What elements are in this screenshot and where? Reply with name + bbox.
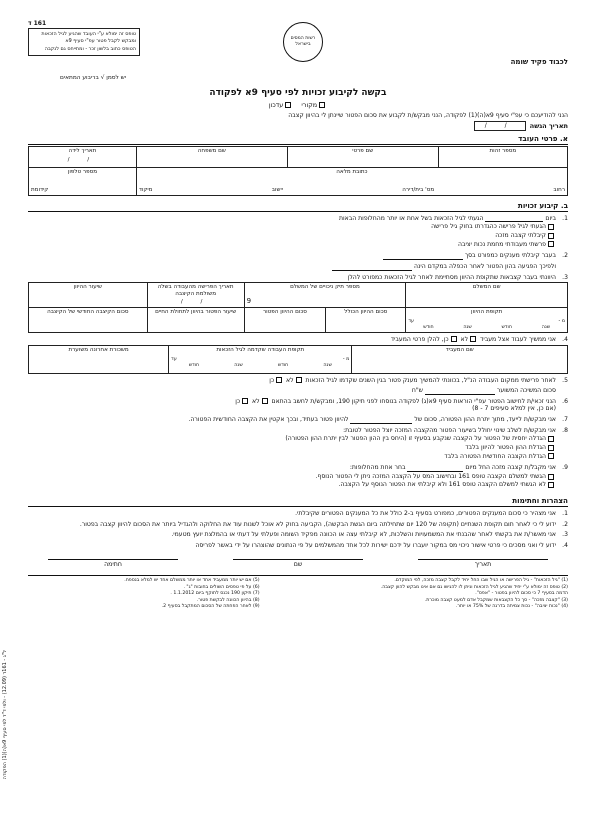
clause-1-opt-c-label: פרשתי מעבודתי מחמת נכות יציבה — [458, 240, 546, 248]
employer-table — [28, 345, 568, 374]
annuity-rate-label: שיעור ההיוון — [73, 284, 102, 291]
clause-5-yes-checkbox[interactable] — [276, 377, 282, 383]
declaration-1 — [28, 510, 568, 518]
clause-6-no-checkbox[interactable] — [262, 398, 268, 404]
clause-9-text2: בחר אחת מהחלופות: — [349, 464, 406, 472]
clause-8-text: אני מבקש/ת לשלב שינוי יחולל בשיעור הפטור מהקצבה המזכה יוצל הפטור לטובת: — [343, 426, 556, 434]
clause-8 — [28, 427, 568, 461]
clause-3-text: היוונתי בעבר קצבאות שתקופת ההיוון מסתיימת לאחר לגיל הזכאות כמפורט להלן — [347, 273, 556, 281]
clause-8-opt-b-checkbox[interactable] — [548, 445, 554, 451]
annuity-exempt-label: סכום ההיוון הפטור — [262, 309, 307, 316]
declarations-title: הצהרות וחתימות — [28, 496, 568, 507]
first-name-label: שם פרטי — [352, 147, 374, 154]
clause-9-text: אני מקבל/ת קצבה מזכה החל מיום — [465, 464, 556, 472]
version-options — [28, 101, 568, 109]
declaration-3 — [28, 531, 568, 539]
section-a-title: א. פרטי העובד — [28, 134, 568, 145]
clause-9-opt-a-checkbox[interactable] — [548, 474, 554, 480]
emp-month-2: חודש — [188, 362, 200, 368]
birthdate-field[interactable] — [29, 146, 137, 167]
annuity-total-label: סכום ההיוון הכולל — [344, 309, 388, 316]
section-b-title: ב. קיבוע זכויות — [28, 201, 568, 212]
clause-8-opt-b-label: הגדלת ההון הפטור להיוון בלבד — [465, 443, 546, 451]
clause-6-num: 6. — [562, 397, 568, 405]
clause-8-num: 8. — [562, 426, 568, 434]
clause-2-amount-field[interactable] — [383, 259, 463, 260]
address-field[interactable] — [136, 167, 567, 195]
clause-1-date-field[interactable] — [485, 221, 543, 222]
declaration-4-text: ידוע לי ואני מסכים כי פרטי אישור ניכוי מס במקור יועברו על ידכם ישירות לכל אחד מהמשלמים על פי הנתונים שהוצהרו על ידי באשר לפריסה — [195, 541, 556, 549]
opt-original-checkbox[interactable] — [319, 102, 325, 108]
header-note-3: הטופס כתוב בלשון זכר - ומתייחס גם לנקבה — [44, 46, 136, 53]
employer-salary-cell[interactable] — [29, 345, 169, 373]
footnotes-right — [266, 578, 568, 611]
clause-4 — [28, 336, 568, 344]
clause-9-opt-b-label: לא הגשתי למשלם הקצבה טופס 161 ולא קיבלתי את הפטור הנוסף על הקצבה. — [338, 481, 546, 489]
footnote-8: (8) בהיוון הכוונה לבקשת פטור. — [196, 597, 260, 603]
clause-4-no-checkbox[interactable] — [470, 336, 476, 342]
sign-date-label: תאריך — [474, 561, 492, 569]
emp-period-to: עד — [171, 356, 177, 362]
clause-3-num: 3. — [562, 273, 568, 281]
clause-2-amount2-field[interactable] — [332, 270, 412, 271]
house-label: מס' בית/דירה — [402, 186, 435, 193]
date-field[interactable]: / / — [474, 121, 526, 131]
annuity-monthly-label: סכום הקיצבה החודשי של הקיצבה — [47, 309, 129, 316]
form-number: 161 ד — [28, 20, 47, 27]
clause-9-opt-b[interactable] — [28, 481, 556, 489]
clause-7-amount-field[interactable] — [350, 423, 412, 424]
intro-row — [28, 112, 568, 120]
employer-period-cell[interactable] — [169, 345, 352, 373]
clause-1-opt-a[interactable] — [28, 223, 556, 231]
clause-7-text2: להיוון פטור בעתיד, ובכך אקטין את הקצבה החודשית הפטורה. — [188, 416, 349, 424]
street-label: רחוב — [553, 186, 565, 193]
clause-5 — [28, 377, 568, 395]
sign-date[interactable] — [418, 559, 548, 569]
period-year-2: שנה — [463, 325, 472, 331]
period-to-label: עד — [408, 319, 414, 325]
footnote-6: (6) על פי טפסים השולים בחובות "ג" . — [183, 584, 260, 590]
date-row — [28, 121, 568, 131]
address-subfields — [139, 187, 565, 194]
clause-5-text: לאחר פרישתי ממקום העבודה הנ"ל, בכוונתי להמשיך מענק פטור בגין השנים שקדמו לגיל הזכאות — [305, 376, 556, 384]
clause-9-date-field[interactable] — [407, 471, 463, 472]
clause-7-text: אני מבקש/ת לייעד, מתוך יתרת ההון הפטורה, סכום של — [414, 416, 556, 424]
clause-1-opt-b-label: קיבלתי קצבה מזכה — [495, 232, 546, 240]
birthdate-label: תאריך לידה — [68, 147, 97, 154]
logo-text: רשות המסים בישראל — [290, 36, 316, 47]
sign-signature-label: חתימה — [104, 561, 122, 569]
declaration-2 — [28, 521, 568, 529]
annuity-exempt-rate-cell[interactable] — [147, 308, 244, 333]
logo — [283, 22, 323, 62]
annuity-period-cell[interactable] — [406, 308, 568, 333]
footnote-5: (5) אם יש יותר ממעביד אחד או יותר ממשלם אחד יש למלא בנספח. — [124, 578, 260, 584]
clause-7-num: 7. — [562, 416, 568, 424]
clause-8-opt-c[interactable] — [28, 453, 556, 461]
clause-6 — [28, 398, 568, 413]
clause-8-opt-b[interactable] — [28, 444, 556, 452]
check-note: יש לסמן √ בריבוע המתאים — [60, 75, 127, 81]
phone-field[interactable] — [29, 167, 137, 195]
declaration-1-num: 1. — [562, 509, 568, 517]
declaration-4 — [28, 542, 568, 550]
footnote-1: (1) "גיל הזכאות" - גיל הפרישה או הגיל שבו החל יחיד לקבל קצבה מזכה, לפי המוקדם. — [394, 578, 568, 584]
clause-5-unit: ש"ח — [411, 387, 423, 395]
page-title-to: לכבוד פקיד שומה — [510, 58, 568, 66]
employer-period-units — [171, 363, 349, 369]
clause-8-opt-c-label: הגדלת הקצבה החודשית הפטורה בלבד — [444, 452, 546, 460]
emp-month-1: חודש — [277, 362, 289, 368]
footnote-9: (9) לאחר הפחתה של הסכום המתקבל בסעיף 2. — [161, 604, 260, 610]
footnotes — [28, 575, 568, 611]
clause-2-text2: ולפיכך הפגיעה בהון הפטור לאחר הכפלה במקדם הינה — [414, 262, 556, 270]
employer-period-label: תקופת העבודה שקדמה לגיל הזכאות — [216, 346, 305, 353]
phone-label: מספר טלפון — [67, 168, 98, 175]
side-code: ל"ג - 161ד (12.09) - ולפי ד"ד לפי סעיף 9א(ה)(1) הפקודה — [2, 650, 8, 780]
zip-label: מיקוד — [138, 186, 153, 193]
clause-6-yes-checkbox[interactable] — [242, 398, 248, 404]
annuity-total-cell[interactable] — [326, 308, 406, 333]
clause-1-day: ביום — [545, 214, 556, 222]
form-page — [28, 20, 568, 824]
header-note-box — [28, 28, 140, 56]
sign-signature[interactable] — [48, 559, 178, 569]
clause-1 — [28, 215, 568, 249]
intro-text: הנני להודיעכם כי עפ"י סעיף 9א(ה)(1) לפקודה, הנני מבקש/ת לקבוע את סכום הפטור שיינתן לי בהיוון קצבה — [288, 112, 568, 120]
clause-5-no-label: לא — [286, 376, 294, 384]
emp-year-2: שנה — [234, 362, 243, 368]
last-name-field[interactable] — [136, 146, 287, 167]
footnote-3: (3) "קצבה מזכה" - סך כל הקצבאות שמקבל אדם למעט קצבה מוכרת. — [424, 597, 568, 603]
clause-1-opt-b[interactable] — [28, 232, 556, 240]
section-a-table — [28, 146, 568, 196]
clause-5-amount-field[interactable] — [425, 394, 495, 395]
clause-7 — [28, 416, 568, 424]
opt-update-label: עדכון — [268, 101, 284, 110]
sign-name-label: שם — [293, 561, 303, 569]
declaration-2-text: ידוע לי כי לאחר תום תקופת השנתיים (תקופה של 120 יום שתחילתה ביום הגשת הבקשה), הקביעה בחוק לא אוכל לשנות עוד את החלוקה ולהגדיל ביותר את הסכום להיוון קצבה בפטור. — [79, 520, 556, 528]
clause-2 — [28, 252, 568, 270]
employer-salary-label: משכורת אחרונה משוערת — [68, 346, 129, 353]
clause-1-num: 1. — [562, 214, 568, 222]
declaration-4-num: 4. — [562, 541, 568, 549]
clause-2-text: בעבר קיבלתי מענקים כמפורט בסך — [464, 252, 556, 260]
annuity-payer-label: שם המשלם — [472, 284, 501, 291]
clause-5-no-checkbox[interactable] — [296, 377, 302, 383]
clause-9 — [28, 464, 568, 490]
area-code-label: קידומת — [31, 186, 49, 193]
declaration-1-text: אני מצהיר כי סכום המענקים הפטורים, כמפורט בסעיף ב-2 כולל את כל המענקים הפטורים שקיבלתי. — [295, 509, 556, 517]
footnote-2b: הדמה בסעיף 7 כי סכום להיוון בפטור - "אפס". — [475, 591, 568, 597]
emp-period-from: מ - — [342, 356, 350, 362]
clause-4-no-label: לא — [460, 336, 469, 344]
signature-row — [28, 559, 568, 569]
id-label: מספר זהות — [489, 147, 517, 154]
declarations-list — [28, 510, 568, 549]
clause-8-opt-a[interactable] — [28, 435, 556, 443]
clause-2-num: 2. — [562, 252, 568, 260]
annuity-payer-cell[interactable] — [406, 283, 568, 308]
annuity-exempt-rate-label: שיעור הפטור בהיוון לתחולת החיים — [155, 309, 237, 316]
clause-8-opt-c-checkbox[interactable] — [548, 453, 554, 459]
clause-1-text: הגעתי לגיל הזכאות — [434, 214, 484, 222]
clause-5-num: 5. — [562, 376, 568, 384]
sign-name[interactable] — [233, 559, 363, 569]
date-label: תאריך הגשה — [529, 121, 568, 130]
clause-4-yes-checkbox[interactable] — [451, 336, 457, 342]
first-name-field[interactable] — [287, 146, 438, 167]
clause-6-yes-label: כן — [235, 397, 241, 405]
declaration-3-text: אני מאשר/ת את בקשתי לאחר שהבנתי את המשמעויות והשלכות, לא קיבלתי עצה או הכוונה מפקיד השומה ופעלתי על דעתי או בהמלצת יועץ מטעמי. — [171, 531, 556, 539]
clause-6-note: (אם כן, אין למלא סעיפים 7 - 8) — [472, 405, 556, 413]
employer-name-label: שם המעביד — [445, 346, 474, 353]
footnotes-left — [28, 578, 266, 611]
clause-8-opt-a-checkbox[interactable] — [548, 436, 554, 442]
clause-9-opt-b-checkbox[interactable] — [548, 482, 554, 488]
annuity-retire-label: תאריך הפרישה מהעבודה בשלה משולמת הקיצבה — [157, 284, 234, 298]
annuity-file-prefix: 9 — [246, 297, 252, 306]
clause-1-opt-c[interactable] — [28, 241, 556, 249]
employer-name-cell[interactable] — [352, 345, 568, 373]
clause-1-opt-a-checkbox[interactable] — [548, 224, 554, 230]
city-label: יישוב — [271, 186, 283, 193]
annuity-monthly-cell[interactable] — [29, 308, 148, 333]
clause-1-opt-b-checkbox[interactable] — [548, 233, 554, 239]
header-note-1: טופס זה ימולא ע"י העובד שהגיע לגיל הזכאות — [41, 31, 136, 37]
last-name-label: שם משפחה — [197, 147, 226, 154]
annuity-file-label: מספר תיק ניכויים של המשלם — [290, 284, 360, 291]
header — [28, 20, 568, 86]
period-from-label: מ - — [558, 319, 565, 325]
emp-year-1: שנה — [323, 362, 332, 368]
form-title: בקשה לקיבוע זכויות לפי סעיף 9א לפקודה — [209, 88, 387, 98]
annuity-file-cell[interactable] — [244, 283, 406, 308]
clause-8-opt-a-label: הגדלה יחסית של הפטור על הקצבה שנקבע בסעיף זו (היחס בין ההון הפטור לבין יתרת ההון הפטורה) — [285, 435, 546, 443]
opt-update-checkbox[interactable] — [285, 102, 291, 108]
address-label: כתובת מלאה — [336, 168, 368, 175]
clause-1-text2: בשל אחת או יותר מהחלופות הבאות — [338, 214, 433, 222]
clause-5-amount-label: סכום המשיכה המשוער — [496, 387, 556, 395]
clause-3 — [28, 274, 568, 282]
annuity-retire-cell[interactable] — [147, 283, 244, 308]
clause-9-opt-a[interactable] — [28, 473, 556, 481]
id-field[interactable] — [438, 146, 567, 167]
clause-4-num: 4. — [562, 336, 568, 344]
period-month-2: חודש — [423, 325, 434, 331]
annuity-period-label: תקופת ההיוון — [471, 309, 503, 316]
period-year-1: שנה — [541, 325, 551, 331]
footnote-4: (4) "נכות יציבה" - נכות צמיתה בדרגה של 75% או יותר. — [455, 604, 568, 610]
clause-9-opt-a-label: הגשתי למשלם הקצבה טופס 161 ובחישוב המס על הקצבה המזכה ניתן לי הפטור הנוסף. — [315, 472, 546, 480]
period-month-1: חודש — [501, 325, 512, 331]
annuity-rate-cell[interactable] — [29, 283, 148, 308]
clause-6-text: הנני זכאי/ת לחישוב הפטור עפ"י הוראות סעיף 9א(ג) לפקודה בנוסחו לפני תיקון 190, ומבקש/ת לחשב בהתאם — [271, 397, 556, 405]
footnote-2: (2) טופס זה ימולא ע"י יחיד שהגיע לגיל הזכאות וניתן לו להגישו גם אם אינו מבקש להוון קצבה. — [380, 584, 568, 590]
annuity-retire-date: / / — [180, 299, 211, 306]
clause-4-yes-label: כן, להלן פרטי המעביד — [390, 336, 449, 344]
declaration-3-num: 3. — [562, 531, 568, 539]
clause-6-no-label: לא — [252, 397, 260, 405]
footnote-7: (7) תיקון 190 נכנס לתוקף ביום 1.1.2012 . — [170, 591, 260, 597]
clause-5-yes-label: כן — [269, 376, 275, 384]
annuity-table — [28, 282, 568, 333]
annuity-exempt-cell[interactable] — [244, 308, 326, 333]
clause-9-num: 9. — [562, 464, 568, 472]
header-note-2: ומבקש לקבל פטור עפ"י סעיף 9א — [65, 37, 136, 44]
birthdate-value: / / — [67, 156, 98, 163]
clause-4-text: אני ממשיך לעבוד אצל מעביד — [480, 336, 556, 344]
clause-1-opt-a-label: הגעתי לגיל פרישה כהגדרתו בחוק גיל פרישה — [431, 223, 546, 231]
declaration-2-num: 2. — [562, 520, 568, 528]
opt-original-label: מקורי — [301, 101, 318, 110]
clause-1-opt-c-checkbox[interactable] — [548, 241, 554, 247]
annuity-period-units — [408, 325, 565, 331]
